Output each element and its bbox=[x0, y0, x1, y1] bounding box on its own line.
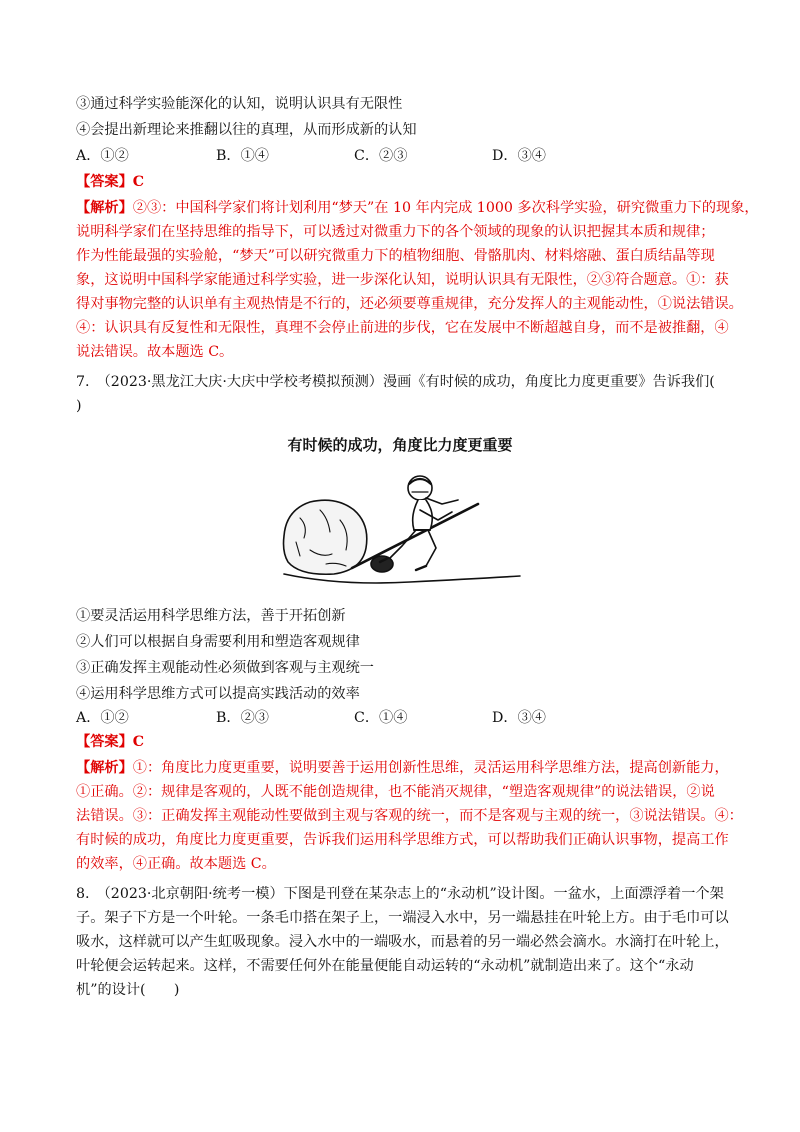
statement-4: ④会提出新理论来推翻以往的真理，从而形成新的认知 bbox=[76, 122, 417, 138]
q8-stem-line: 子。架子下方是一个叶轮。一条毛巾搭在架子上，一端浸入水中，另一端悬挂在叶轮上方。由于毛巾可以 bbox=[76, 910, 729, 926]
analysis-line: 说法错误。故本题选 C。 bbox=[76, 344, 234, 360]
option-a: A．①② bbox=[76, 710, 129, 726]
option-b: B．①④ bbox=[216, 148, 269, 164]
option-c: C．①④ bbox=[354, 710, 408, 726]
analysis-line: 作为性能最强的实验舱，“梦天”可以研究微重力下的植物细胞、骨骼肌肉、材料熔融、蛋白质结晶等现 bbox=[76, 248, 715, 264]
analysis-line: 象，这说明中国科学家能通过科学实验，进一步深化认知，说明认识具有无限性，②③符合题意。①：获 bbox=[76, 272, 729, 288]
comic-illustration bbox=[270, 466, 530, 590]
analysis-tag: 【解析】 bbox=[76, 200, 133, 216]
answer-value: C bbox=[132, 734, 145, 750]
option-d: D．③④ bbox=[492, 148, 546, 164]
q7-analysis-line: 【解析】①：角度比力度更重要，说明要善于运用创新性思维，灵活运用科学思维方法，提高创新能力， bbox=[76, 760, 729, 776]
q7-answer bbox=[76, 732, 144, 752]
q7-analysis-line: 的效率，④正确。故本题选 C。 bbox=[76, 856, 276, 872]
q7-analysis-line: 法错误。③：正确发挥主观能动性要做到主观与客观的统一，而不是客观与主观的统一，③说法错误。④： bbox=[76, 808, 743, 824]
q7-statement-4: ④运用科学思维方式可以提高实践活动的效率 bbox=[76, 686, 360, 702]
analysis-line: 【解析】②③：中国科学家们将计划利用“梦天”在 10 年内完成 1000 多次科学实验，研究微重力下的现象， bbox=[76, 200, 759, 216]
analysis-tag: 【解析】 bbox=[76, 760, 133, 776]
option-a: A．①② bbox=[76, 148, 129, 164]
q7-stem-line2: ) bbox=[76, 398, 82, 414]
q7-stem-line1: 7. （2023·黑龙江大庆·大庆中学校考模拟预测）漫画《有时候的成功，角度比力度更重要》告诉我们( bbox=[76, 374, 715, 390]
q7-analysis-line: 有时候的成功，角度比力度更重要，告诉我们运用科学思维方式，可以帮助我们正确认识事物，提高工作 bbox=[76, 832, 729, 848]
q7-statement-1: ①要灵活运用科学思维方法，善于开拓创新 bbox=[76, 608, 346, 624]
q7-analysis-line: ①正确。②：规律是客观的，人既不能创造规律，也不能消灭规律，“塑造客观规律”的说法错误，②说 bbox=[76, 784, 715, 800]
answer-tag: 【答案】 bbox=[76, 734, 133, 750]
answer-value: C bbox=[132, 174, 145, 190]
option-b: B．②③ bbox=[216, 710, 269, 726]
q7-statement-3: ③正确发挥主观能动性必须做到客观与主观统一 bbox=[76, 660, 374, 676]
answer-tag: 【答案】 bbox=[76, 174, 133, 190]
q8-stem-line: 叶轮便会运转起来。这样，不需要任何外在能量便能自动运转的“永动机”就制造出来了。这个“永动 bbox=[76, 958, 694, 974]
q8-stem-line: 8. （2023·北京朝阳·统考一模）下图是刊登在某杂志上的“永动机”设计图。一盆水，上面漂浮着一个架 bbox=[76, 886, 724, 902]
q8-stem-line: 吸水，这样就可以产生虹吸现象。浸入水中的一端吸水，而悬着的另一端必然会滴水。水滴打在叶轮上， bbox=[76, 934, 729, 950]
q8-stem-line: 机”的设计( ) bbox=[76, 982, 180, 998]
analysis-line: 得对事物完整的认识单有主观热情是不行的，还必须要尊重规律，充分发挥人的主观能动性，①说法错误。 bbox=[76, 296, 743, 312]
comic-title: 有时候的成功，角度比力度更重要 bbox=[287, 436, 513, 454]
statement-3: ③通过科学实验能深化的认知，说明认识具有无限性 bbox=[76, 96, 403, 112]
analysis-line: 说明科学家们在坚持思维的指导下，可以透过对微重力下的各个领域的现象的认识把握其本质和规律； bbox=[76, 224, 715, 240]
analysis-line: ④：认识具有反复性和无限性，真理不会停止前进的步伐，它在发展中不断超越自身，而不是被推翻，④ bbox=[76, 320, 729, 336]
option-c: C．②③ bbox=[354, 148, 408, 164]
answer bbox=[76, 172, 144, 192]
option-d: D．③④ bbox=[492, 710, 546, 726]
q7-statement-2: ②人们可以根据自身需要利用和塑造客观规律 bbox=[76, 634, 360, 650]
